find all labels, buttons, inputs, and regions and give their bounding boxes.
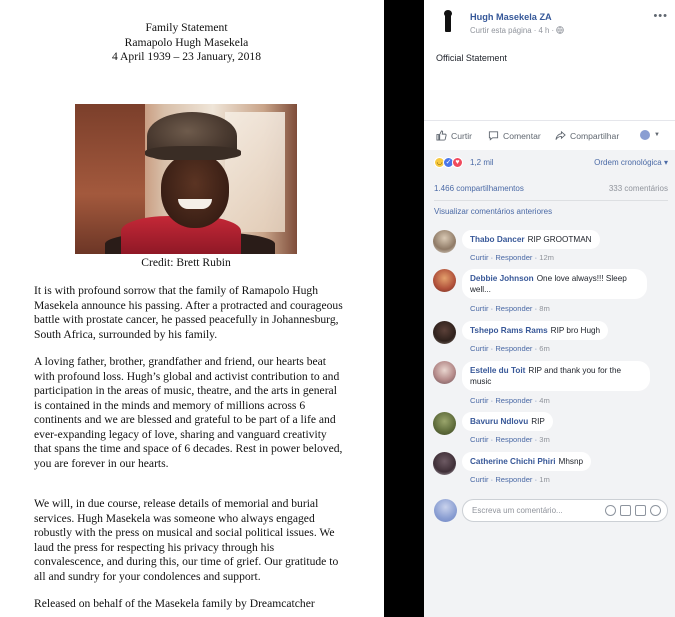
comment-reply-link[interactable]: Responder <box>495 344 533 353</box>
comment-text: RIP and thank you for the music <box>470 366 622 386</box>
comment-time[interactable]: 3m <box>539 435 550 444</box>
comment-author[interactable]: Thabo Dancer <box>470 235 525 244</box>
gif-icon[interactable] <box>635 505 646 516</box>
comments-count[interactable]: 333 comentários <box>608 184 668 193</box>
comment-actions: Curtir · Responder · 8m <box>470 304 550 313</box>
commenter-avatar[interactable] <box>433 361 456 384</box>
comment-icon <box>488 130 499 141</box>
post-text: Official Statement <box>436 53 507 63</box>
comment-actions: Curtir · Responder · 1m <box>470 475 550 484</box>
comment-bubble <box>462 452 591 471</box>
haha-icon: ◡ <box>434 157 445 168</box>
comment-input-icons <box>605 505 661 516</box>
comment-author[interactable]: Debbie Johnson <box>470 274 534 283</box>
comment-input[interactable] <box>462 499 668 522</box>
post-header <box>436 10 668 38</box>
post-time[interactable]: 4 h <box>538 26 550 35</box>
like-page-link[interactable]: Curtir esta página <box>470 26 532 35</box>
comment-like-link[interactable]: Curtir <box>470 253 489 262</box>
statement-paragraph: We will, in due course, release details of memorial and burial services. Hugh Masekela was someone who always engaged robustly with the press on musical and social political issues. We laud the press for respecting his privacy through his convalescence, and during this, our time of grief. Our gratitude to all and sundry for your condolences and support. <box>34 497 339 583</box>
commenter-avatar[interactable] <box>433 452 456 475</box>
comment-reply-link[interactable]: Responder <box>495 435 533 444</box>
share-label: Compartilhar <box>570 130 620 141</box>
black-divider <box>384 0 424 617</box>
sticker-icon[interactable] <box>650 505 661 516</box>
comment-text: One love always!!! Sleep well... <box>470 274 627 294</box>
page-name-link[interactable]: Hugh Masekela ZA <box>470 12 552 22</box>
like-label: Curtir <box>451 130 473 141</box>
comment-actions: Curtir · Responder · 12m <box>470 253 554 262</box>
comment-label: Comentar <box>503 130 541 141</box>
share-icon <box>555 130 566 141</box>
comment-author[interactable]: Catherine Chichi Phiri <box>470 457 556 466</box>
reaction-icons[interactable] <box>434 157 461 168</box>
statement-paragraph: A loving father, brother, grandfather and friend, our hearts beat with profound loss. Hugh’s global and activist contribution to and participation in the areas of music, theatre, and the arts in general is contained in the minds and memory of millions across 6 continents and we are blessed and grateful to be part of a life and ever-expanding legacy of love, sharing and vanguard creativity that spans the time and space of 6 decades. Rest in power beloved, you are forever in our hearts. <box>34 355 343 470</box>
comment-reply-link[interactable]: Responder <box>495 304 533 313</box>
comment-bubble <box>462 230 600 249</box>
comment-like-link[interactable]: Curtir <box>470 304 489 313</box>
comment-like-link[interactable]: Curtir <box>470 475 489 484</box>
comment-input-placeholder: Escreva um comentário... <box>472 506 563 515</box>
comment-author[interactable]: Tshepo Rams Rams <box>470 326 548 335</box>
comment-reply-link[interactable]: Responder <box>495 396 533 405</box>
comment-actions: Curtir · Responder · 4m <box>470 396 550 405</box>
camera-icon[interactable] <box>620 505 631 516</box>
comment-reply-link[interactable]: Responder <box>495 253 533 262</box>
commenter-avatar[interactable] <box>433 412 456 435</box>
globe-icon <box>556 26 564 34</box>
comment-bubble <box>462 269 647 299</box>
commenter-avatar[interactable] <box>433 321 456 344</box>
comment-author[interactable]: Bavuru Ndlovu <box>470 417 529 426</box>
comment-text: RIP <box>531 417 545 426</box>
love-icon: ♥ <box>452 157 463 168</box>
comment-reply-link[interactable]: Responder <box>495 475 533 484</box>
commenter-avatar[interactable] <box>433 269 456 292</box>
comment-bubble <box>462 361 650 391</box>
comment-text: Mhsnp <box>558 457 584 466</box>
comment-like-link[interactable]: Curtir <box>470 344 489 353</box>
photo-caption: Credit: Brett Rubin <box>141 256 231 269</box>
reaction-count[interactable]: 1,2 mil <box>470 158 494 167</box>
statement-title: Family Statement <box>145 21 228 34</box>
avatar-small-icon <box>640 130 650 140</box>
page-avatar[interactable] <box>436 10 460 34</box>
like-button[interactable] <box>436 130 472 141</box>
comment-order-dropdown[interactable]: Ordem cronológica ▾ <box>594 158 668 167</box>
comment-bubble <box>462 412 553 431</box>
comment-like-link[interactable]: Curtir <box>470 435 489 444</box>
reactions-row <box>434 157 668 171</box>
shares-count[interactable]: 1.466 compartilhamentos <box>434 184 524 193</box>
post-meta: Curtir esta página · 4 h · <box>470 26 564 35</box>
comment-time[interactable]: 4m <box>539 396 550 405</box>
statement-paragraph: Released on behalf of the Masekela family by Dreamcatcher <box>34 597 315 610</box>
like-icon: ✓ <box>443 157 454 168</box>
post-actions <box>424 120 675 150</box>
comment-text: RIP bro Hugh <box>550 326 601 335</box>
current-user-avatar <box>434 499 457 522</box>
comment-time[interactable]: 8m <box>539 304 550 313</box>
comment-author[interactable]: Estelle du Toit <box>470 366 526 375</box>
comment-bubble <box>462 321 608 340</box>
emoji-icon[interactable] <box>605 505 616 516</box>
comment-button[interactable] <box>488 130 541 141</box>
chevron-down-icon: ▼ <box>654 132 660 138</box>
commenter-avatar[interactable] <box>433 230 456 253</box>
comment-actions: Curtir · Responder · 6m <box>470 344 550 353</box>
comment-actions: Curtir · Responder · 3m <box>470 435 550 444</box>
divider-line <box>434 200 668 201</box>
view-previous-comments-link[interactable]: Visualizar comentários anteriores <box>434 207 553 216</box>
more-options-icon[interactable]: ••• <box>653 10 668 22</box>
statement-header <box>0 21 373 65</box>
comment-text: RIP GROOTMAN <box>527 235 592 244</box>
comment-time[interactable]: 12m <box>539 253 554 262</box>
thumbs-up-icon <box>436 130 447 141</box>
write-comment-row <box>434 499 668 523</box>
comment-time[interactable]: 1m <box>539 475 550 484</box>
comment-time[interactable]: 6m <box>539 344 550 353</box>
facebook-post <box>424 0 675 617</box>
portrait-photo <box>75 104 297 254</box>
share-button[interactable] <box>555 130 619 141</box>
audience-selector[interactable] <box>640 130 660 140</box>
statement-paragraph: It is with profound sorrow that the family of Ramapolo Hugh Masekela announce his passing. After a protracted and courageous battle with prostate cancer, he passed peacefully in Johannesburg, South Africa, surrounded by his family. <box>34 284 343 341</box>
comment-like-link[interactable]: Curtir <box>470 396 489 405</box>
statement-name: Ramapolo Hugh Masekela <box>124 35 249 49</box>
statement-dates: 4 April 1939 – 23 January, 2018 <box>112 50 261 63</box>
